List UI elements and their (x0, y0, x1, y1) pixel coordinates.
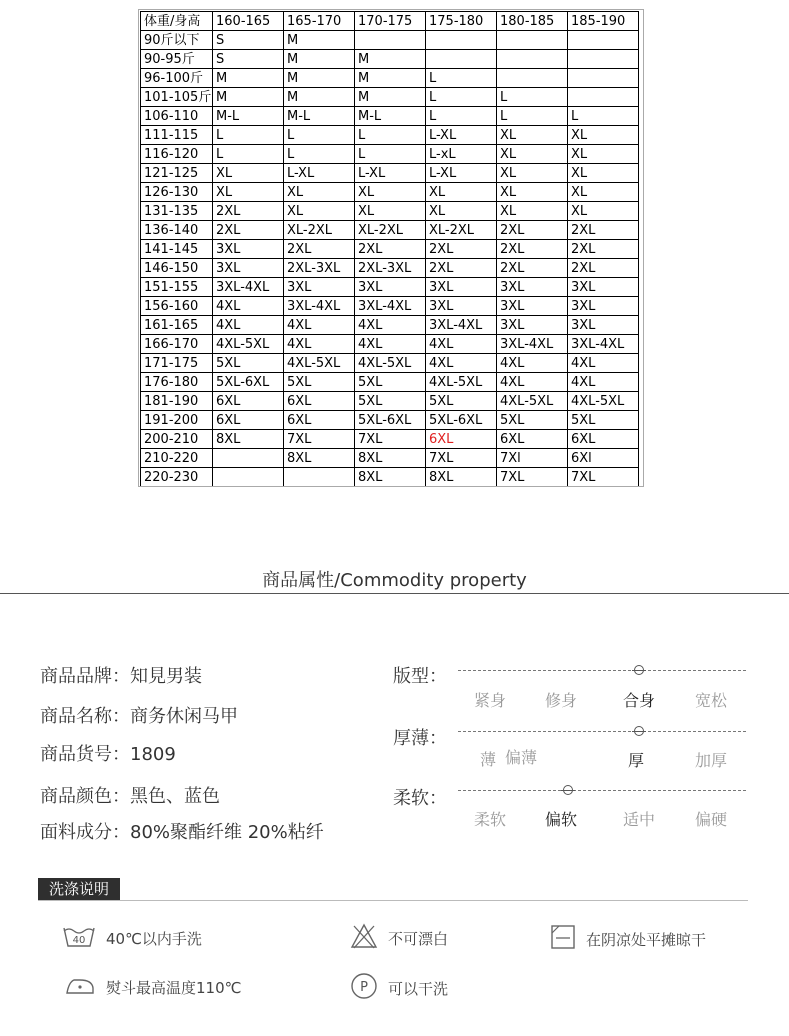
size-chart-row (141, 31, 639, 50)
size-chart-size-cell: 6Xl (568, 449, 639, 468)
scale-softness-option: 偏硬 (695, 810, 728, 829)
size-chart-size-cell: 7XL (284, 430, 355, 449)
size-chart-size-cell (568, 31, 639, 50)
size-chart-size-cell: M (355, 50, 426, 69)
size-chart-size-cell: M (213, 69, 284, 88)
size-chart-size-cell: 6XL (213, 392, 284, 411)
size-chart-size-cell: 4XL (213, 297, 284, 316)
size-chart-size-cell: XL (497, 164, 568, 183)
scale-fit-option: 紧身 (474, 691, 507, 710)
size-chart-size-cell: 5XL-6XL (213, 373, 284, 392)
care-divider (38, 900, 748, 901)
size-chart-size-cell: XL (355, 183, 426, 202)
scale-thickness-option: 薄 (480, 750, 497, 769)
size-chart-size-cell: 4XL (497, 354, 568, 373)
size-chart-row (141, 373, 639, 392)
size-chart-size-cell: S (213, 31, 284, 50)
size-chart-size-cell (284, 468, 355, 487)
attr-color (40, 782, 220, 808)
size-chart-size-cell: L (284, 145, 355, 164)
size-chart-size-cell: XL (568, 145, 639, 164)
size-chart-size-cell: 3XL (426, 297, 497, 316)
size-chart-size-cell: 2XL (426, 240, 497, 259)
size-chart-size-cell: XL (355, 202, 426, 221)
size-chart-size-cell: 3XL (355, 278, 426, 297)
size-chart-weight-cell: 151-155 (141, 278, 213, 297)
size-chart-row (141, 107, 639, 126)
size-chart-size-cell (497, 69, 568, 88)
size-chart-size-cell: 3XL-4XL (426, 316, 497, 335)
size-chart-weight-cell: 90-95斤 (141, 50, 213, 69)
care-text: 40℃以内手洗 (106, 929, 202, 948)
scale-thickness-option: 加厚 (695, 751, 728, 770)
size-chart-size-cell: 2XL (568, 259, 639, 278)
size-chart-size-cell: 8XL (355, 449, 426, 468)
size-chart-size-cell: 5XL-6XL (426, 411, 497, 430)
size-chart-weight-cell: 146-150 (141, 259, 213, 278)
size-chart-size-cell: 3XL (213, 240, 284, 259)
size-chart-header-cell: 180-185 (497, 12, 568, 31)
size-chart-size-cell: 6XL (213, 411, 284, 430)
size-chart-size-cell: 2XL (426, 259, 497, 278)
size-chart-size-cell: XL (497, 202, 568, 221)
size-chart-size-cell: L (497, 107, 568, 126)
size-chart-weight-cell: 111-115 (141, 126, 213, 145)
size-chart-size-cell: 2XL (497, 221, 568, 240)
size-chart-size-cell: 4XL-5XL (426, 373, 497, 392)
size-chart-size-cell: XL (213, 183, 284, 202)
size-chart-size-cell: XL (497, 183, 568, 202)
size-chart-size-cell: 4XL-5XL (213, 335, 284, 354)
scale-softness-option-selected: 偏软 (545, 810, 578, 829)
scale-fit-option: 修身 (545, 691, 578, 710)
attr-label: 商品颜色： (40, 786, 130, 807)
size-chart-size-cell: 8XL (284, 449, 355, 468)
size-chart-size-cell: 3XL-4XL (355, 297, 426, 316)
size-chart-size-cell: M (284, 88, 355, 107)
size-chart-size-cell (426, 31, 497, 50)
size-chart-row (141, 430, 639, 449)
size-chart-size-cell: 4XL (497, 373, 568, 392)
scale-fit-option: 宽松 (695, 691, 728, 710)
scale-fit-label: 版型： (393, 666, 447, 687)
size-chart-weight-cell: 181-190 (141, 392, 213, 411)
size-chart-size-cell: XL (426, 183, 497, 202)
size-chart-size-cell: 3XL-4XL (568, 335, 639, 354)
size-chart-size-cell: 4XL (284, 335, 355, 354)
size-chart-size-cell: 3XL (426, 278, 497, 297)
size-chart-size-cell (426, 50, 497, 69)
attr-fabric (40, 818, 324, 844)
size-chart-size-cell: L (284, 126, 355, 145)
scale-thickness-track (458, 731, 746, 732)
attr-label: 商品货号： (40, 744, 130, 765)
dry-clean-icon (350, 972, 378, 1004)
size-chart-size-cell: 6XL (568, 430, 639, 449)
size-chart-size-cell: XL (497, 126, 568, 145)
size-chart-size-cell (497, 31, 568, 50)
size-chart-size-cell: 8XL (213, 430, 284, 449)
care-text: 不可漂白 (388, 929, 449, 948)
size-chart-size-cell: 3XL (213, 259, 284, 278)
size-chart-size-cell: 2XL (568, 221, 639, 240)
size-chart-size-cell: 5XL (355, 392, 426, 411)
size-chart-size-cell: 7Xl (497, 449, 568, 468)
size-chart-weight-cell: 141-145 (141, 240, 213, 259)
size-chart-size-cell: XL-2XL (284, 221, 355, 240)
size-chart-size-cell: M (284, 31, 355, 50)
care-item-no-bleach (350, 922, 448, 954)
scale-thickness-marker-icon (634, 726, 644, 736)
size-chart-row (141, 278, 639, 297)
size-chart-size-cell: 5XL (426, 392, 497, 411)
size-chart-size-cell: M-L (213, 107, 284, 126)
attr-value: 黑色、蓝色 (130, 786, 220, 807)
size-chart-row (141, 50, 639, 69)
scale-fit-option-selected: 合身 (623, 691, 656, 710)
size-chart-size-cell: L (213, 126, 284, 145)
size-chart-size-cell: 7XL (426, 449, 497, 468)
care-title-badge: 洗涤说明 (38, 878, 120, 900)
size-chart-size-cell: 5XL (568, 411, 639, 430)
size-chart-size-cell: 4XL (355, 316, 426, 335)
size-chart-size-cell (568, 50, 639, 69)
size-chart-size-cell: 4XL-5XL (497, 392, 568, 411)
size-chart-header-cell: 170-175 (355, 12, 426, 31)
size-chart-size-cell: S (213, 50, 284, 69)
scale-thickness-option-selected: 厚 (628, 751, 645, 770)
size-chart-size-cell: 3XL-4XL (213, 278, 284, 297)
size-chart-weight-cell: 126-130 (141, 183, 213, 202)
size-chart-size-cell: 4XL (284, 316, 355, 335)
attr-label: 商品品牌： (40, 666, 130, 687)
size-chart-size-cell: XL (284, 183, 355, 202)
section-divider (0, 593, 789, 594)
size-chart-header-row (141, 12, 639, 31)
size-chart-size-cell: M (284, 69, 355, 88)
size-chart-size-cell: 6XL (284, 392, 355, 411)
size-chart-size-cell: L-XL (426, 126, 497, 145)
size-chart-weight-cell: 171-175 (141, 354, 213, 373)
wash-40-icon (62, 924, 96, 952)
size-chart-size-cell (213, 449, 284, 468)
size-chart-size-cell: XL (568, 164, 639, 183)
size-chart-row (141, 468, 639, 487)
attr-label: 面料成分： (40, 822, 130, 843)
size-chart-weight-cell: 166-170 (141, 335, 213, 354)
size-chart-weight-cell: 106-110 (141, 107, 213, 126)
size-chart-weight-cell: 161-165 (141, 316, 213, 335)
size-chart-row (141, 316, 639, 335)
size-chart-size-cell: XL (426, 202, 497, 221)
size-chart-size-cell: 2XL (213, 221, 284, 240)
size-chart-size-cell: L (497, 88, 568, 107)
size-chart-weight-cell: 121-125 (141, 164, 213, 183)
attr-value: 知見男装 (130, 666, 202, 687)
attr-item-number (40, 740, 176, 766)
size-chart-header-cell: 185-190 (568, 12, 639, 31)
scale-softness-option: 适中 (623, 810, 656, 829)
size-chart-size-cell: 4XL (355, 335, 426, 354)
scale-softness-option: 柔软 (474, 810, 507, 829)
care-text: 在阴凉处平摊晾干 (586, 930, 707, 949)
size-chart-size-cell: M (355, 88, 426, 107)
size-chart-size-cell: 5XL-6XL (355, 411, 426, 430)
size-chart-row (141, 297, 639, 316)
size-chart-size-cell: L-XL (355, 164, 426, 183)
size-chart-size-cell: L-xL (426, 145, 497, 164)
scale-thickness-option: 偏薄 (505, 748, 538, 767)
size-chart-size-cell: 7XL (355, 430, 426, 449)
attr-brand (40, 662, 202, 688)
size-chart-weight-cell: 200-210 (141, 430, 213, 449)
size-chart-size-cell: XL (497, 145, 568, 164)
size-chart-size-cell: M (213, 88, 284, 107)
size-chart-size-cell: XL (213, 164, 284, 183)
size-chart-row (141, 392, 639, 411)
size-chart-size-cell: 6XL (284, 411, 355, 430)
size-chart-size-cell: 2XL-3XL (284, 259, 355, 278)
size-chart-size-cell: 5XL (284, 373, 355, 392)
size-chart-size-cell: M (284, 50, 355, 69)
size-chart-size-cell: 4XL-5XL (568, 392, 639, 411)
size-chart-size-cell: 2XL (497, 259, 568, 278)
size-chart-size-cell: 2XL (355, 240, 426, 259)
size-chart-weight-cell: 176-180 (141, 373, 213, 392)
size-chart-row (141, 335, 639, 354)
size-chart-size-cell: 2XL-3XL (355, 259, 426, 278)
size-chart-row (141, 88, 639, 107)
attr-value: 80%聚酯纤维 20%粘纤 (130, 822, 324, 843)
size-chart-size-cell: 4XL (568, 373, 639, 392)
size-chart-size-cell: 2XL (568, 240, 639, 259)
size-chart-row (141, 145, 639, 164)
size-chart-size-cell: 3XL (497, 297, 568, 316)
size-chart-weight-cell: 136-140 (141, 221, 213, 240)
size-chart-size-cell (568, 88, 639, 107)
size-chart-row (141, 164, 639, 183)
size-chart-size-cell: L (426, 107, 497, 126)
scale-thickness-label: 厚薄： (393, 728, 447, 749)
size-chart-weight-cell: 191-200 (141, 411, 213, 430)
size-chart-size-cell: 6XL (426, 430, 497, 449)
size-chart-size-cell: 3XL (568, 278, 639, 297)
size-chart-size-cell: 4XL (426, 335, 497, 354)
size-chart-size-cell: 3XL (497, 278, 568, 297)
size-chart-size-cell: 7XL (568, 468, 639, 487)
size-chart-size-cell: 4XL-5XL (284, 354, 355, 373)
size-chart-size-cell: 2XL (213, 202, 284, 221)
size-chart-size-cell: 5XL (497, 411, 568, 430)
size-chart-size-cell: XL (568, 126, 639, 145)
size-chart-row (141, 202, 639, 221)
size-chart-size-cell: 4XL (426, 354, 497, 373)
size-chart-size-cell: L (355, 126, 426, 145)
attr-value: 商务休闲马甲 (130, 706, 238, 727)
no-bleach-icon (350, 922, 378, 954)
size-chart-header-cell: 160-165 (213, 12, 284, 31)
size-chart-size-cell: 2XL (284, 240, 355, 259)
attr-value: 1809 (130, 744, 176, 765)
size-chart-row (141, 259, 639, 278)
size-chart-row (141, 69, 639, 88)
size-chart-size-cell: 3XL-4XL (497, 335, 568, 354)
care-item-wash (62, 924, 202, 952)
size-chart-size-cell: L (355, 145, 426, 164)
size-chart-size-cell: XL-2XL (426, 221, 497, 240)
size-chart-size-cell: 5XL (355, 373, 426, 392)
size-chart-size-cell: L (213, 145, 284, 164)
size-chart-size-cell (355, 31, 426, 50)
size-chart-weight-cell: 210-220 (141, 449, 213, 468)
scale-fit-marker-icon (634, 665, 644, 675)
size-chart-size-cell: L (426, 88, 497, 107)
size-chart-size-cell (213, 468, 284, 487)
size-chart-weight-cell: 101-105斤 (141, 88, 213, 107)
size-chart-row (141, 126, 639, 145)
size-chart-weight-cell: 90斤以下 (141, 31, 213, 50)
scale-softness-track (458, 790, 746, 791)
size-chart-size-cell: 3XL (497, 316, 568, 335)
size-chart-size-cell: 7XL (497, 468, 568, 487)
dry-flat-shade-icon (550, 924, 576, 954)
size-chart-size-cell: L (568, 107, 639, 126)
size-chart-size-cell: M-L (284, 107, 355, 126)
size-chart-size-cell: L (426, 69, 497, 88)
size-chart-size-cell: XL (284, 202, 355, 221)
size-chart-size-cell: M (355, 69, 426, 88)
size-chart-size-cell: 8XL (355, 468, 426, 487)
size-chart-size-cell: 3XL (568, 316, 639, 335)
size-chart-size-cell: 4XL-5XL (355, 354, 426, 373)
size-chart-header-cell: 165-170 (284, 12, 355, 31)
size-chart-header-cell: 体重/身高 (141, 12, 213, 31)
size-chart-size-cell: XL (568, 202, 639, 221)
size-chart-size-cell: 6XL (497, 430, 568, 449)
size-chart-size-cell: M-L (355, 107, 426, 126)
size-chart-size-cell: 8XL (426, 468, 497, 487)
size-chart-weight-cell: 131-135 (141, 202, 213, 221)
size-chart-size-cell (568, 69, 639, 88)
size-chart-size-cell: L-XL (426, 164, 497, 183)
size-chart-size-cell: 5XL (213, 354, 284, 373)
size-chart-weight-cell: 220-230 (141, 468, 213, 487)
size-chart-size-cell: 4XL (213, 316, 284, 335)
size-chart-weight-cell: 116-120 (141, 145, 213, 164)
size-chart-row (141, 240, 639, 259)
size-chart-size-cell: 2XL (497, 240, 568, 259)
section-title: 商品属性/Commodity property (262, 570, 527, 591)
attr-label: 商品名称： (40, 706, 130, 727)
size-chart-size-cell: 3XL (568, 297, 639, 316)
wash-icon-label: 40 (72, 935, 86, 946)
size-chart-row (141, 354, 639, 373)
size-chart-size-cell (497, 50, 568, 69)
size-chart-header-cell: 175-180 (426, 12, 497, 31)
size-chart-size-cell: 3XL-4XL (284, 297, 355, 316)
size-chart-row (141, 183, 639, 202)
size-chart-size-cell: XL (568, 183, 639, 202)
dry-clean-icon-label: P (360, 980, 368, 995)
size-chart-row (141, 411, 639, 430)
scale-softness-marker-icon (563, 785, 573, 795)
scale-softness-label: 柔软： (393, 788, 447, 809)
care-text: 熨斗最高温度110℃ (106, 978, 242, 997)
size-chart-row (141, 221, 639, 240)
size-chart-size-cell: XL-2XL (355, 221, 426, 240)
attr-product-name (40, 702, 238, 728)
size-chart-size-cell: L-XL (284, 164, 355, 183)
care-item-dry-flat (550, 924, 706, 954)
size-chart-table (140, 11, 639, 487)
care-item-iron (64, 974, 241, 1000)
scale-fit-track (458, 670, 746, 671)
size-chart-weight-cell: 96-100斤 (141, 69, 213, 88)
size-chart-row (141, 449, 639, 468)
iron-icon (64, 974, 96, 1000)
care-item-dry-clean (350, 972, 448, 1004)
size-chart-size-cell: 3XL (284, 278, 355, 297)
size-chart-weight-cell: 156-160 (141, 297, 213, 316)
size-chart-size-cell: 4XL (568, 354, 639, 373)
care-text: 可以干洗 (388, 979, 449, 998)
